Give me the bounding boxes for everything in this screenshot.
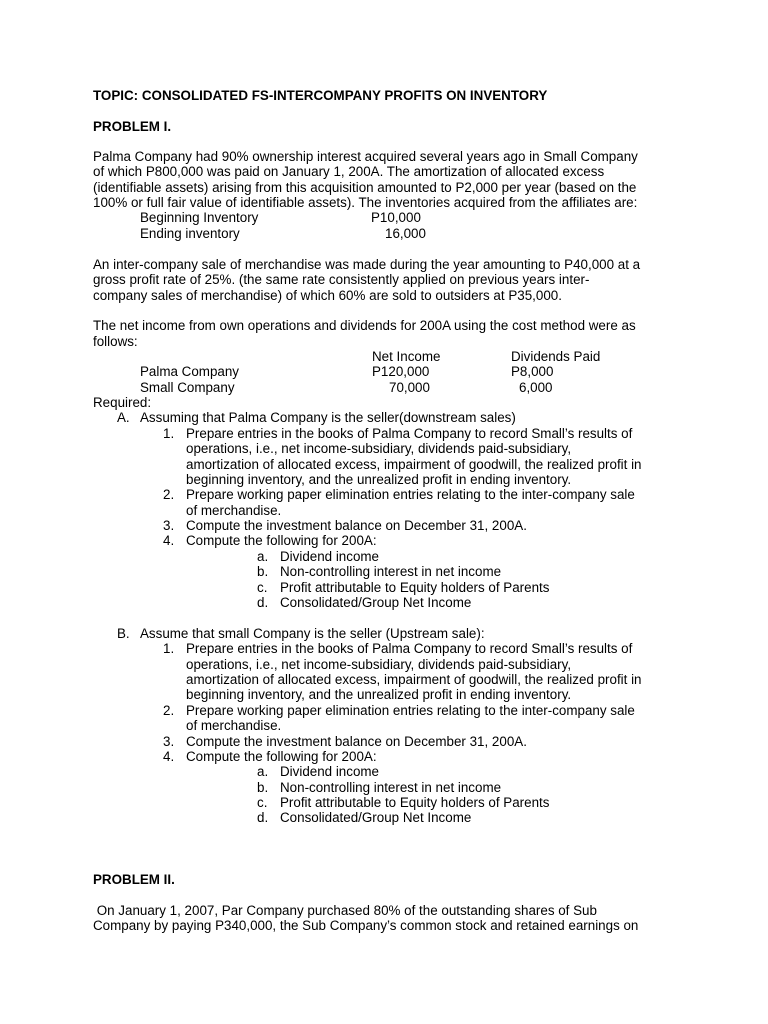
item-line: of merchandise.: [186, 718, 282, 733]
inventory-value: P10,000: [371, 210, 421, 225]
item-number: 3.: [163, 518, 175, 533]
item-number: 1.: [163, 641, 175, 656]
section-text: Assuming that Palma Company is the seller(downstream sales): [140, 410, 516, 425]
item-line: operations, i.e., net income-subsidiary, dividends paid-subsidiary,: [186, 441, 572, 456]
paragraph-line: 100% or full fair value of identifiable assets). The inventories acquired from the affiliates are:: [93, 195, 638, 210]
subitem-letter: b.: [257, 564, 269, 579]
paragraph-line: The net income from own operations and dividends for 200A using the cost method were as: [93, 318, 636, 333]
item-number: 1.: [163, 426, 175, 441]
problem-1-heading: PROBLEM I.: [93, 119, 172, 134]
subitem-letter: b.: [257, 780, 269, 795]
item-number: 3.: [163, 734, 175, 749]
subitem-text: Profit attributable to Equity holders of Parents: [280, 580, 550, 595]
subitem-letter: c.: [257, 795, 268, 810]
item-line: Prepare working paper elimination entries relating to the inter-company sale: [186, 703, 635, 718]
subitem-text: Profit attributable to Equity holders of Parents: [280, 795, 550, 810]
subitem-letter: d.: [257, 595, 269, 610]
item-number: 2.: [163, 487, 175, 502]
subitem-letter: d.: [257, 810, 269, 825]
topic-heading: TOPIC: CONSOLIDATED FS-INTERCOMPANY PROFITS ON INVENTORY: [93, 88, 548, 103]
item-line: Compute the investment balance on December 31, 200A.: [186, 518, 527, 533]
item-line: beginning inventory, and the unrealized profit in ending inventory.: [186, 687, 572, 702]
required-label: Required:: [93, 395, 152, 410]
table-cell-company: Palma Company: [140, 364, 239, 379]
paragraph-line: gross profit rate of 25%. (the same rate consistently applied on previous years inter-: [93, 272, 590, 287]
table-cell-net-income: 70,000: [389, 380, 430, 395]
subitem-letter: a.: [257, 764, 269, 779]
paragraph-line: of which P800,000 was paid on January 1, 200A. The amortization of allocated excess: [93, 164, 605, 179]
section-marker: B.: [117, 626, 130, 641]
paragraph-line: company sales of merchandise) of which 60% are sold to outsiders at P35,000.: [93, 288, 562, 303]
paragraph-line: Company by paying P340,000, the Sub Company’s common stock and retained earnings on: [93, 918, 639, 933]
item-line: of merchandise.: [186, 503, 282, 518]
paragraph-line: Palma Company had 90% ownership interest acquired several years ago in Small Company: [93, 149, 638, 164]
inventory-label: Beginning Inventory: [140, 210, 259, 225]
item-number: 4.: [163, 533, 175, 548]
item-number: 4.: [163, 749, 175, 764]
item-line: Prepare entries in the books of Palma Company to record Small’s results of: [186, 641, 633, 656]
subitem-letter: c.: [257, 580, 268, 595]
subitem-text: Consolidated/Group Net Income: [280, 810, 472, 825]
paragraph-line: An inter-company sale of merchandise was made during the year amounting to P40,000 at a: [93, 257, 641, 272]
subitem-text: Consolidated/Group Net Income: [280, 595, 472, 610]
paragraph-line: follows:: [93, 334, 138, 349]
table-cell-dividends: P8,000: [511, 364, 554, 379]
problem-2-heading: PROBLEM II.: [93, 872, 175, 887]
item-line: operations, i.e., net income-subsidiary, dividends paid-subsidiary,: [186, 657, 572, 672]
item-line: Compute the following for 200A:: [186, 533, 377, 548]
item-number: 2.: [163, 703, 175, 718]
subitem-text: Dividend income: [280, 764, 379, 779]
inventory-value: 16,000: [385, 226, 426, 241]
subitem-text: Non-controlling interest in net income: [280, 780, 502, 795]
subitem-letter: a.: [257, 549, 269, 564]
subitem-text: Dividend income: [280, 549, 379, 564]
section-text: Assume that small Company is the seller (Upstream sale):: [140, 626, 485, 641]
table-cell-company: Small Company: [140, 380, 235, 395]
item-line: amortization of allocated excess, impairment of goodwill, the realized profit in: [186, 672, 642, 687]
paragraph-line: (identifiable assets) arising from this acquisition amounted to P2,000 per year (based on the: [93, 180, 637, 195]
subitem-text: Non-controlling interest in net income: [280, 564, 502, 579]
section-marker: A.: [117, 410, 130, 425]
item-line: Prepare working paper elimination entries relating to the inter-company sale: [186, 487, 635, 502]
table-cell-net-income: P120,000: [372, 364, 430, 379]
paragraph-line: On January 1, 2007, Par Company purchased 80% of the outstanding shares of Sub: [93, 903, 597, 918]
table-header-dividends: Dividends Paid: [511, 349, 601, 364]
table-header-net-income: Net Income: [372, 349, 441, 364]
item-line: Compute the investment balance on December 31, 200A.: [186, 734, 527, 749]
item-line: amortization of allocated excess, impairment of goodwill, the realized profit in: [186, 457, 642, 472]
item-line: beginning inventory, and the unrealized profit in ending inventory.: [186, 472, 572, 487]
item-line: Prepare entries in the books of Palma Company to record Small’s results of: [186, 426, 633, 441]
item-line: Compute the following for 200A:: [186, 749, 377, 764]
table-cell-dividends: 6,000: [519, 380, 553, 395]
inventory-label: Ending inventory: [140, 226, 240, 241]
